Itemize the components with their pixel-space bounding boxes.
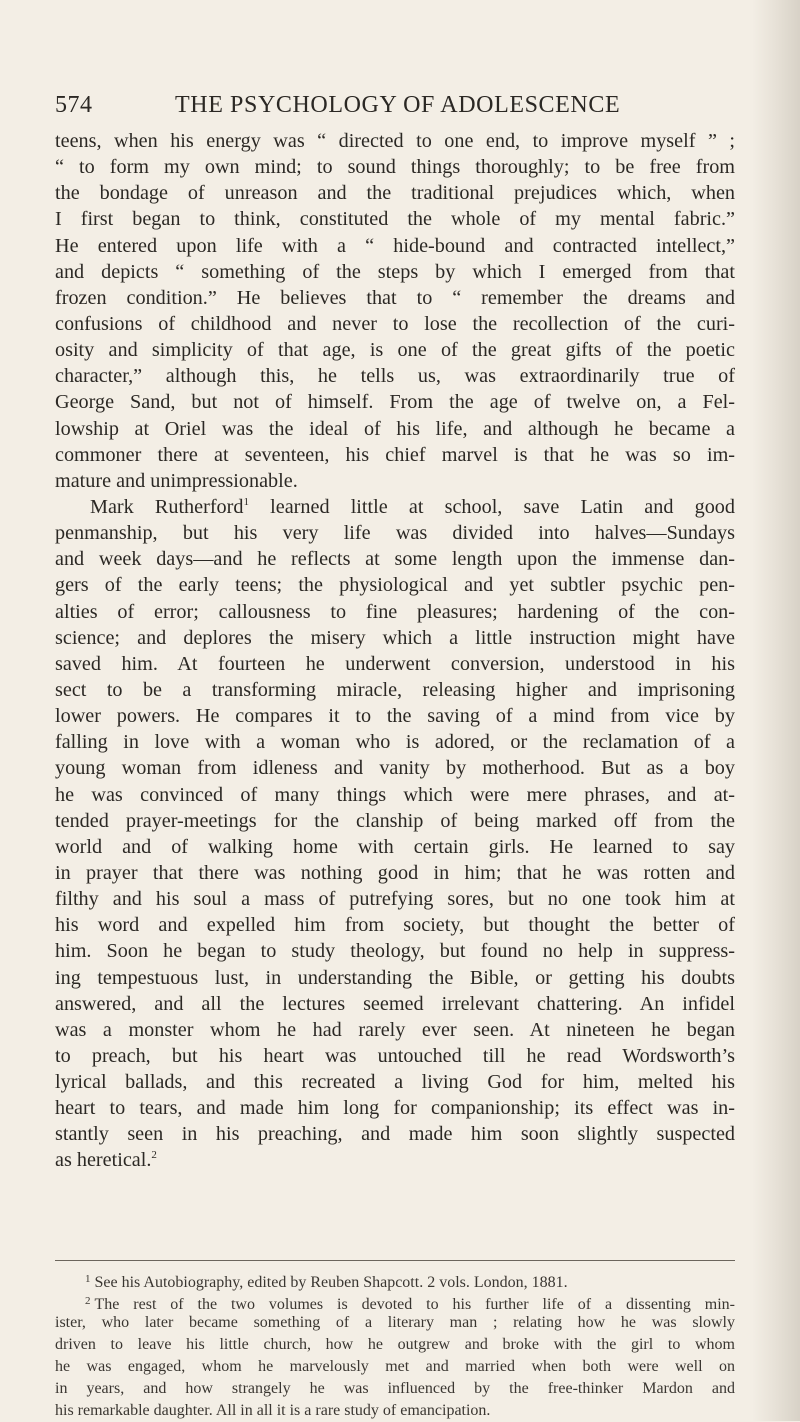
footnote-1 (55, 1268, 735, 1290)
text-line: commoner there at seventeen, his chief marvel is that he was so im- (55, 443, 735, 466)
paragraph-end-line (55, 1147, 735, 1173)
text-line: young woman from idleness and vanity by motherhood. But as a boy (55, 757, 735, 780)
footnote-2-line (55, 1290, 735, 1312)
text-line: lyrical ballads, and this recreated a living God for him, melted his (55, 1071, 735, 1094)
running-title: THE PSYCHOLOGY OF ADOLESCENCE (175, 92, 621, 118)
text-line: penmanship, but his very life was divided into halves—Sundays (55, 522, 735, 545)
text-line: alties of error; callousness to fine pleasures; hardening of the con- (55, 600, 735, 623)
text-line: answered, and all the lectures seemed irrelevant chattering. An infidel (55, 992, 735, 1015)
body-text (55, 128, 735, 1174)
footnote-marker: 2 (85, 1295, 91, 1307)
text-line: sect to be a transforming miracle, releasing higher and imprisoning (55, 678, 735, 701)
text-line: his word and expelled him from society, but thought the better of (55, 914, 735, 937)
footnote-text-line: ister, who later became something of a literary man ; relating how he was slowly (55, 1314, 735, 1331)
footnote-reference: 1 (243, 495, 249, 508)
text-line: him. Soon he began to study theology, but found no help in suppress- (55, 940, 735, 963)
text-line: frozen condition.” He believes that to “ remember the dreams and (55, 286, 735, 309)
text-line: George Sand, but not of himself. From the age of twelve on, a Fel- (55, 391, 735, 414)
text-line: and depicts “ something of the steps by which I emerged from that (55, 260, 735, 283)
text-line: stantly seen in his preaching, and made him soon slightly suspected (55, 1123, 735, 1146)
text-line: was a monster whom he had rarely ever seen. At nineteen he began (55, 1018, 735, 1041)
text-line: I first began to think, constituted the whole of my mental fabric.” (55, 208, 735, 231)
footnote-reference: 2 (151, 1149, 157, 1162)
footnote-text-line: driven to leave his little church, how he outgrew and broke with the girl to whom (55, 1336, 735, 1353)
text-line: falling in love with a woman who is adored, or the reclamation of a (55, 731, 735, 754)
text-line: saved him. At fourteen he underwent conversion, understood in his (55, 652, 735, 675)
footnote-text: The rest of the two volumes is devoted to his further life of a dissenting min- (94, 1296, 735, 1313)
text-line: gers of the early teens; the physiological and yet subtler psychic pen- (55, 574, 735, 597)
footnote-text: See his Autobiography, edited by Reuben Shapcott. 2 vols. London, 1881. (94, 1274, 568, 1291)
text-line: heart to tears, and made him long for companionship; its effect was in- (55, 1097, 735, 1120)
text-line: ing tempestuous lust, in understanding the Bible, or getting his doubts (55, 966, 735, 989)
text-line: lower powers. He compares it to the saving of a mind from vice by (55, 705, 735, 728)
text-line: teens, when his energy was “ directed to one end, to improve myself ” ; (55, 130, 735, 152)
text-line: science; and deplores the misery which a little instruction might have (55, 626, 735, 649)
text-line: filthy and his soul a mass of putrefying sores, but no one took him at (55, 888, 735, 911)
text-fragment: Mark Rutherford (90, 495, 244, 518)
footnote-marker: 1 (85, 1273, 91, 1285)
running-head (55, 92, 735, 122)
text-line: and week days—and he reflects at some length upon the immense dan- (55, 548, 735, 571)
text-line: in prayer that there was nothing good in him; that he was rotten and (55, 861, 735, 884)
text-line: the bondage of unreason and the traditional prejudices which, when (55, 182, 735, 205)
page-number: 574 (55, 92, 93, 118)
footnote-divider (55, 1260, 735, 1261)
text-line: osity and simplicity of that age, is one of the great gifts of the poetic (55, 339, 735, 362)
footnote-text-line: his remarkable daughter. All in all it is a rare study of emancipation. (55, 1402, 491, 1419)
footnote-text-line: in years, and how strangely he was influenced by the free-thinker Mardon and (55, 1380, 735, 1397)
text-fragment: as heretical. (55, 1149, 152, 1172)
text-line: world and of walking home with certain girls. He learned to say (55, 835, 735, 858)
text-fragment: learned little at school, save Latin and good (270, 495, 735, 518)
text-line: lowship at Oriel was the ideal of his life, and although he became a (55, 417, 735, 440)
text-line: confusions of childhood and never to lose the recollection of the curi- (55, 312, 735, 335)
text-line: he was convinced of many things which were mere phrases, and at- (55, 783, 735, 806)
text-line: He entered upon life with a “ hide-bound and contracted intellect,” (55, 234, 735, 257)
text-line: mature and unimpressionable. (55, 469, 298, 492)
text-line: tended prayer-meetings for the clanship of being marked off from the (55, 809, 735, 832)
footnote-text-line: he was engaged, whom he marvelously met and married when both were well on (55, 1358, 735, 1375)
text-line: “ to form my own mind; to sound things thoroughly; to be free from (55, 156, 735, 179)
paragraph-start-line (55, 494, 735, 520)
footnotes (55, 1268, 735, 1422)
text-line: to preach, but his heart was untouched till he read Wordsworth’s (55, 1044, 735, 1067)
text-line: character,” although this, he tells us, was extraordinarily true of (55, 365, 735, 388)
